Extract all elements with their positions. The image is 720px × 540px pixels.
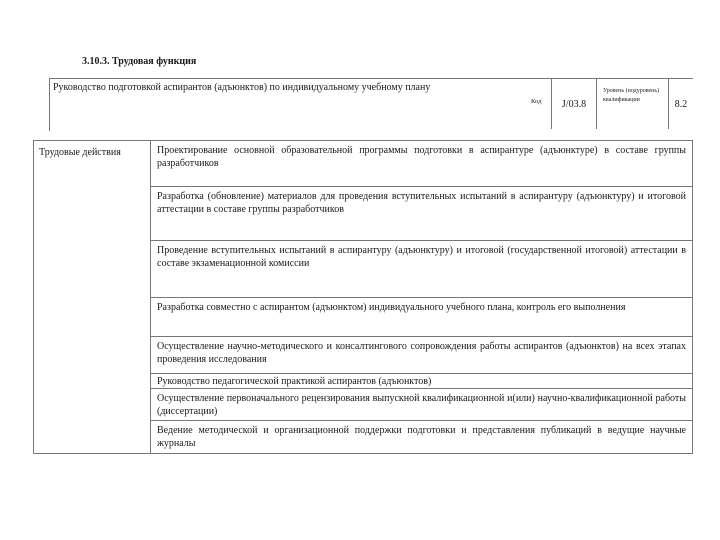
code-label: Код xyxy=(531,98,542,105)
labor-action: Ведение методической и организационной поддержки подготовки и представления публикаций в ведущие научные журналы xyxy=(151,420,692,453)
labor-action: Осуществление научно-методического и консалтингового сопровождения работы аспирантов (адъюнктов) на всех этапах проведения исследования xyxy=(151,336,692,373)
labor-action: Разработка совместно с аспирантом (адъюнктом) индивидуального учебного плана, контроль его выполнения xyxy=(151,297,692,336)
labor-action: Руководство педагогической практикой аспирантов (адъюнктов) xyxy=(151,373,692,388)
code-value: J/03.8 xyxy=(551,79,597,129)
labor-action: Проведение вступительных испытаний в аспирантуру (адъюнктуру) и итоговой (государственной итоговой) аттестации в составе экзаменационной комиссии xyxy=(151,240,692,297)
qualification-level-value: 8.2 xyxy=(668,79,693,129)
labor-actions-list xyxy=(151,141,692,453)
labor-actions-label: Трудовые действия xyxy=(34,141,151,453)
section-heading: 3.10.3. Трудовая функция xyxy=(82,56,197,67)
labor-action: Осуществление первоначального рецензирования выпускной квалификационной и(или) научно-квалификационной работы (диссертации) xyxy=(151,388,692,420)
labor-actions-table xyxy=(33,140,693,454)
labor-function-box xyxy=(49,78,693,131)
labor-action: Проектирование основной образовательной программы подготовки в аспирантуре (адъюнктуре) в составе группы разработчиков xyxy=(157,145,686,169)
labor-action: Разработка (обновление) материалов для проведения вступительных испытаний в аспирантуру (адъюнктуру) и итоговой аттестации в составе группы разработчиков xyxy=(151,186,692,240)
function-name: Руководство подготовкой аспирантов (адъюнктов) по индивидуальному учебному плану xyxy=(53,82,431,93)
qualification-level-label: Уровень (подуровень) квалификации xyxy=(603,88,660,103)
